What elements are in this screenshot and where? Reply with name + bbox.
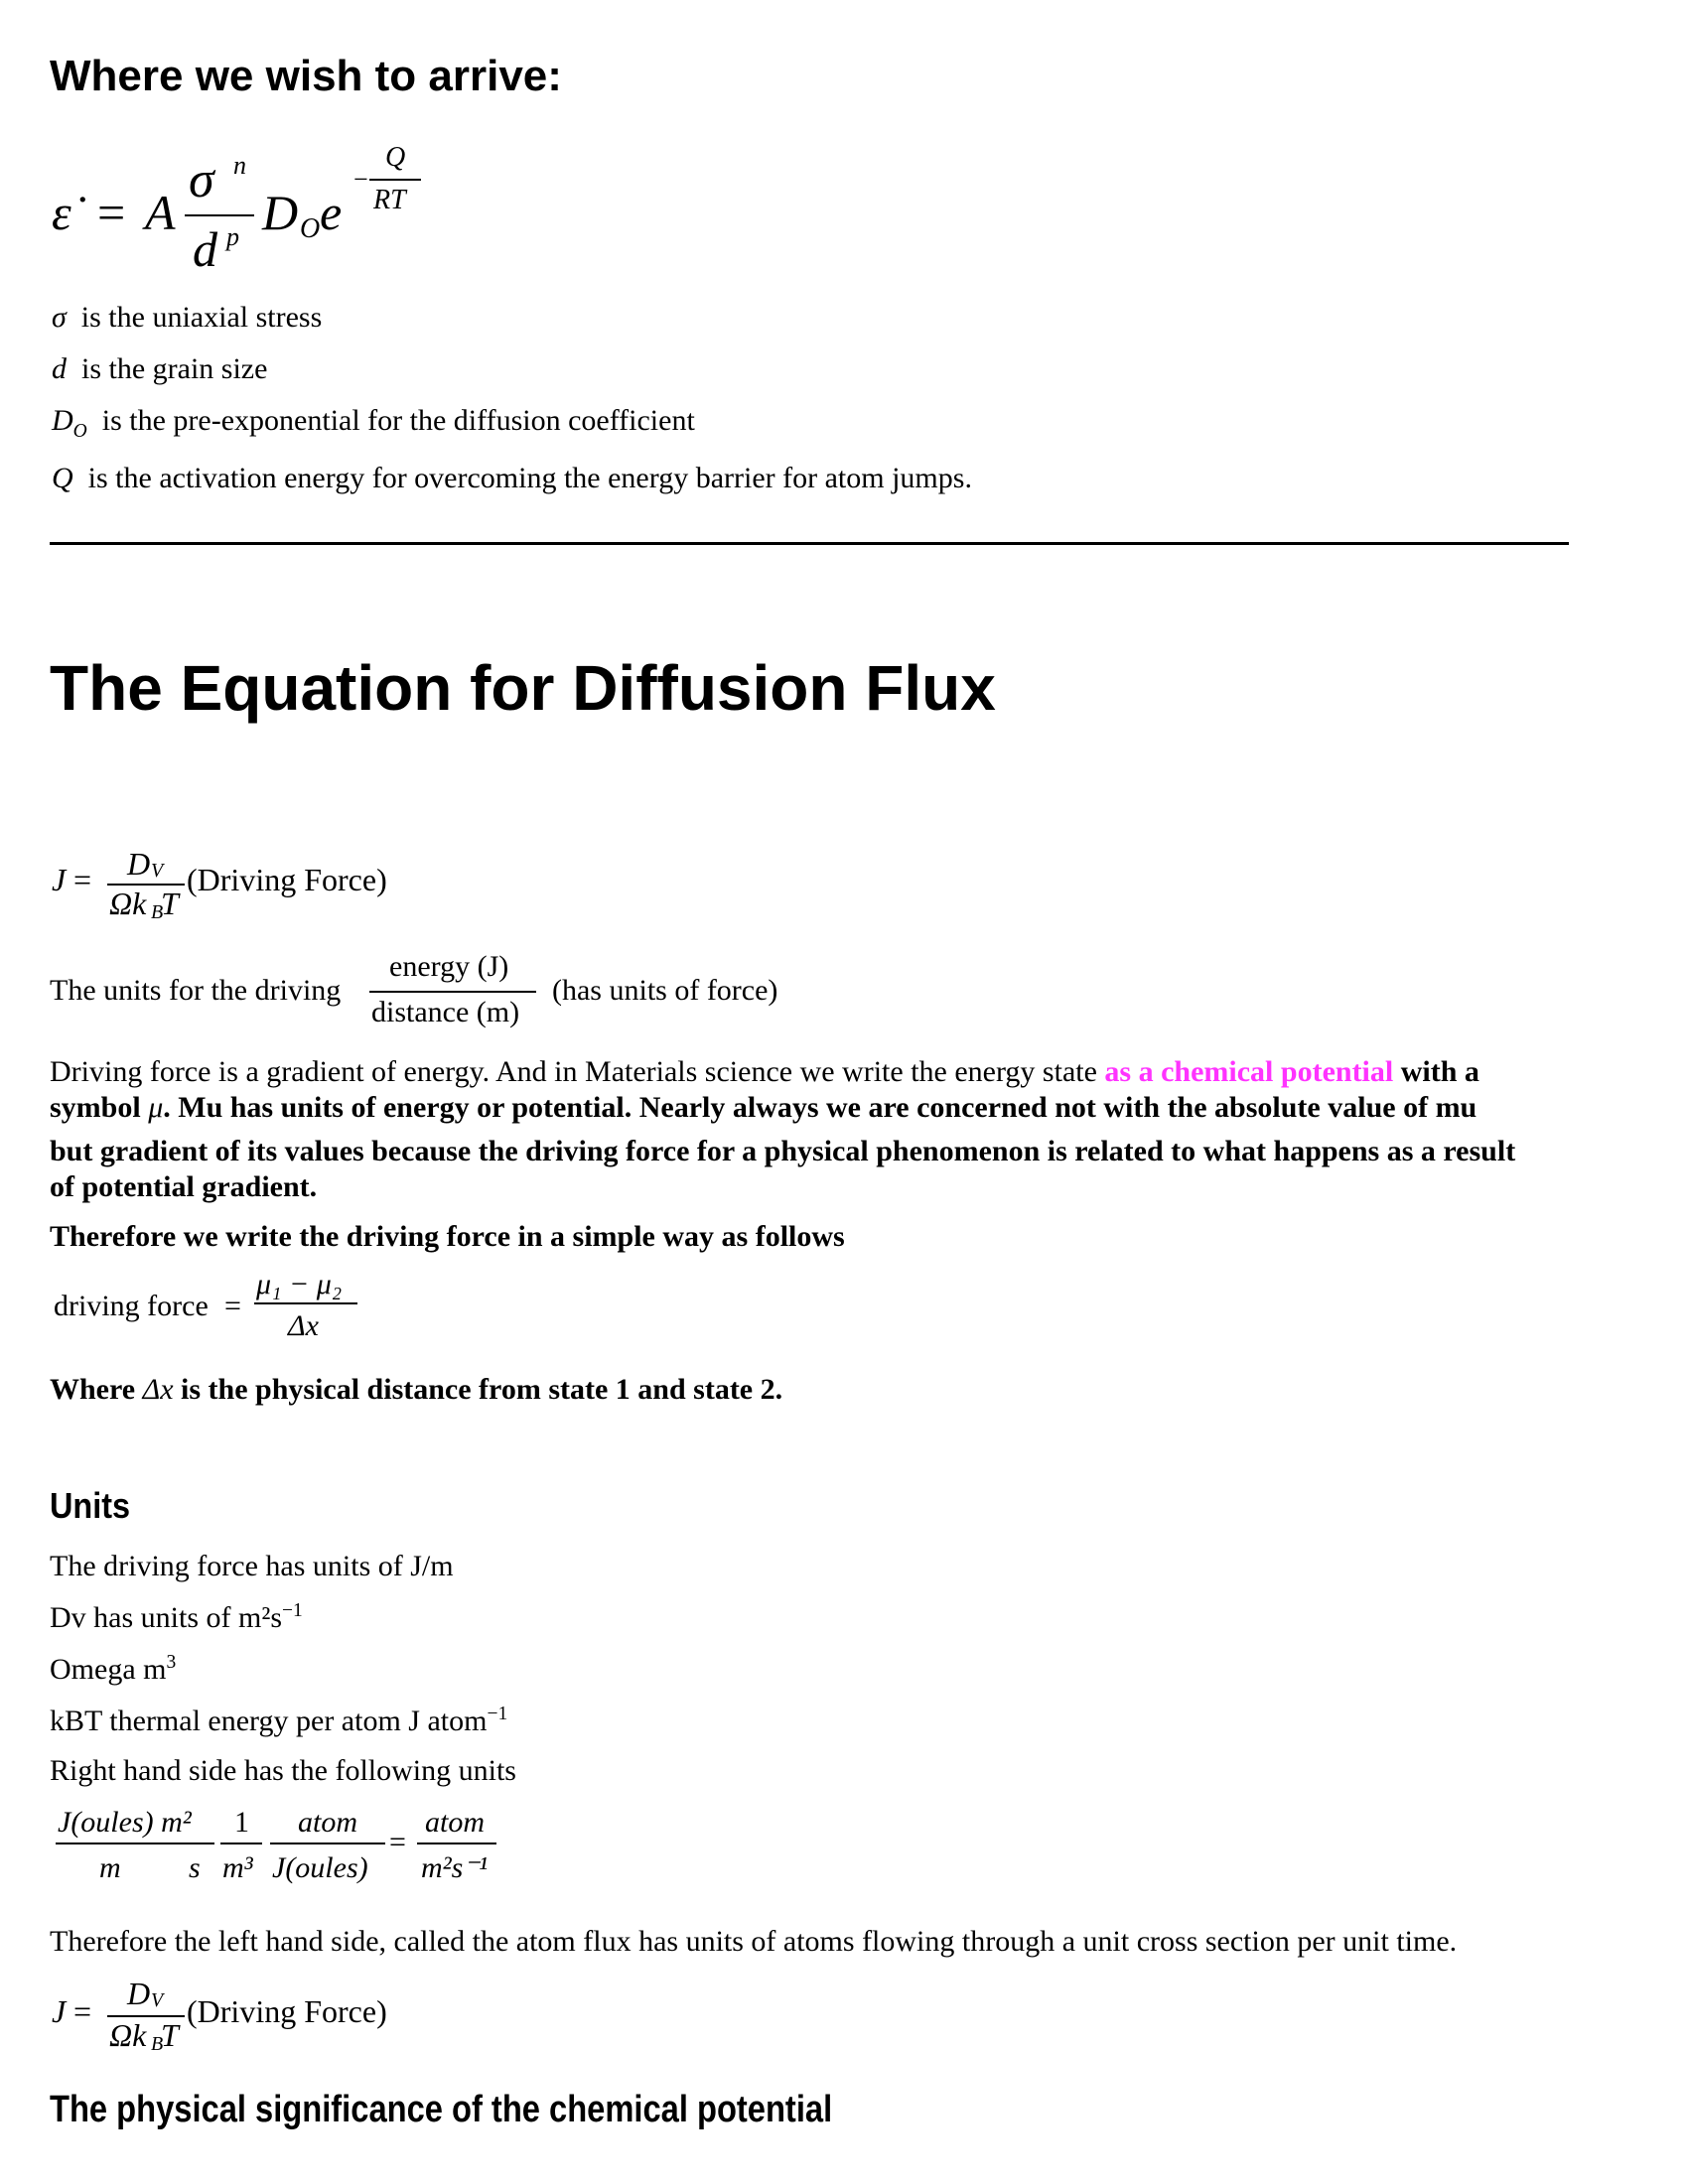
paragraph-text-bold: with a xyxy=(1393,1055,1479,1088)
definition-text: is the pre-exponential for the diffusion coefficient xyxy=(101,404,695,437)
eq-D: D xyxy=(262,185,299,240)
where-line xyxy=(50,1372,782,1408)
units-line-text: The driving force has units of J/m xyxy=(50,1550,454,1582)
flux2-num-D: D xyxy=(127,1976,151,2011)
section-divider xyxy=(50,542,1569,545)
units-line-sup: −1 xyxy=(282,1600,303,1621)
paragraph-line-2 xyxy=(50,1090,1477,1126)
units-line-1 xyxy=(50,1549,454,1584)
flux2-den-sub: B xyxy=(151,2033,164,2055)
definition-d xyxy=(52,351,267,387)
units-driving-num: energy (J) xyxy=(389,950,509,983)
units-driving-den: distance (m) xyxy=(371,996,520,1028)
definition-symbol: d xyxy=(52,352,67,385)
eq-exp-minus: − xyxy=(353,165,368,194)
definition-text: is the uniaxial stress xyxy=(80,301,323,334)
units-line-3 xyxy=(50,1652,176,1688)
lhs-atom-flux-text: Therefore the left hand side, called the atom flux has units of atoms flowing through a unit cross section per unit time. xyxy=(50,1925,1458,1958)
paragraph-line-4: of potential gradient. xyxy=(50,1170,318,1203)
ueq-f2-den: s xyxy=(189,1851,201,1884)
ueq-f2-num: 1 xyxy=(234,1806,249,1839)
driving-fraction-bar xyxy=(254,1302,357,1304)
driving-den: Δx xyxy=(288,1309,319,1342)
heading-diffusion-flux: The Equation for Diffusion Flux xyxy=(50,652,996,724)
paragraph-text: Driving force is a gradient of energy. And in Materials science we write the energy state xyxy=(50,1055,1105,1088)
flux-num-D: D xyxy=(127,846,151,882)
eq-lhs: ε̇ xyxy=(52,185,71,240)
units-driving-bar xyxy=(369,991,536,993)
units-line-text: Right hand side has the following units xyxy=(50,1754,516,1787)
definition-symbol: Q xyxy=(52,462,73,494)
units-line-5 xyxy=(50,1753,516,1789)
flux-equals: = xyxy=(73,862,92,897)
eq-exp-RT: RT xyxy=(373,185,406,215)
where-text: Where xyxy=(50,1373,143,1406)
delta-x-symbol: Δx xyxy=(142,1373,174,1406)
flux-den-b: T xyxy=(161,886,179,921)
heading-units: Units xyxy=(50,1485,130,1526)
flux2-equals: = xyxy=(73,1993,92,2029)
units-driving-suffix: (has units of force) xyxy=(552,974,778,1007)
flux2-num-sub: V xyxy=(151,1989,164,2011)
ueq-equals: = xyxy=(389,1826,406,1858)
definition-text: is the grain size xyxy=(81,352,268,385)
definition-Q xyxy=(52,461,972,496)
heading-physical-significance: The physical significance of the chemical potential xyxy=(50,2089,833,2130)
eq-sigma: σ xyxy=(189,152,214,208)
eq-exp-Q: Q xyxy=(385,142,406,173)
ueq-f3-den: m³ xyxy=(222,1851,253,1884)
ueq-r-num: atom xyxy=(425,1806,485,1839)
ueq-f3-bar xyxy=(220,1843,262,1844)
flux-J: J xyxy=(52,862,67,897)
ueq-f1-num: J(oules) m² xyxy=(58,1806,192,1839)
units-line-sup: 3 xyxy=(166,1652,177,1673)
flux2-den-b: T xyxy=(161,2017,179,2053)
units-line-sup: −1 xyxy=(487,1704,508,1724)
where-text: is the physical distance from state 1 and state 2. xyxy=(173,1373,783,1406)
flux2-tail: (Driving Force) xyxy=(187,1993,387,2029)
highlight-chemical-potential: as a chemical potential xyxy=(1104,1055,1394,1088)
ueq-f4-bar xyxy=(270,1843,385,1844)
driving-num: μ₁ − μ₂ xyxy=(256,1268,343,1300)
mu-symbol: μ xyxy=(148,1091,164,1124)
flux2-J: J xyxy=(52,1993,67,2029)
heading-where-we-wish: Where we wish to arrive: xyxy=(50,52,562,100)
eq-fraction-bar xyxy=(185,214,254,216)
definition-symbol: σ xyxy=(52,301,67,334)
eq-exp-bar xyxy=(369,179,421,181)
eq-D-sub: O xyxy=(300,213,321,244)
ueq-f4-num: atom xyxy=(298,1806,357,1839)
ueq-f1-den: m xyxy=(99,1851,121,1884)
definition-Do xyxy=(52,403,695,442)
eq-equals: = xyxy=(97,185,126,240)
units-line-2 xyxy=(50,1600,303,1636)
definition-symbol-sub: O xyxy=(72,421,87,442)
ueq-r-den: m²s⁻¹ xyxy=(421,1851,489,1884)
driving-equals: = xyxy=(224,1290,241,1322)
paragraph-text-bold: symbol xyxy=(50,1091,149,1124)
definition-text: is the activation energy for overcoming the energy barrier for atom jumps. xyxy=(87,462,972,494)
eq-A: A xyxy=(145,185,176,240)
eq-e: e xyxy=(320,185,343,240)
ueq-r-bar xyxy=(417,1843,496,1844)
paragraph-text-bold: . Mu has units of energy or potential. Nearly always we are concerned not with the absolute value of mu xyxy=(163,1091,1477,1124)
units-line-4 xyxy=(50,1704,507,1739)
paragraph-therefore: Therefore we write the driving force in a simple way as follows xyxy=(50,1220,845,1253)
ueq-f4-den: J(oules) xyxy=(272,1851,368,1884)
eq-d: d xyxy=(193,221,217,277)
paragraph-line-3: but gradient of its values because the driving force for a physical phenomenon is related to what happens as a result xyxy=(50,1135,1516,1167)
ueq-f1-bar xyxy=(56,1843,214,1844)
units-line-text: kBT thermal energy per atom J atom xyxy=(50,1705,488,1737)
eq-p: p xyxy=(226,222,239,251)
driving-label: driving force xyxy=(54,1290,209,1322)
flux-tail: (Driving Force) xyxy=(187,862,387,897)
units-line-text: Omega m xyxy=(50,1653,167,1686)
units-line-text: Dv has units of m²s xyxy=(50,1601,282,1634)
flux-den-sub: B xyxy=(151,901,164,923)
definition-symbol: D xyxy=(52,404,73,437)
units-driving-prefix: The units for the driving xyxy=(50,974,342,1007)
definition-sigma xyxy=(52,300,322,336)
flux-num-sub: V xyxy=(151,860,164,882)
eq-n: n xyxy=(233,151,246,180)
flux2-den-a: Ωk xyxy=(109,2017,147,2053)
flux-den-a: Ωk xyxy=(109,886,147,921)
paragraph-line-1 xyxy=(50,1054,1479,1090)
